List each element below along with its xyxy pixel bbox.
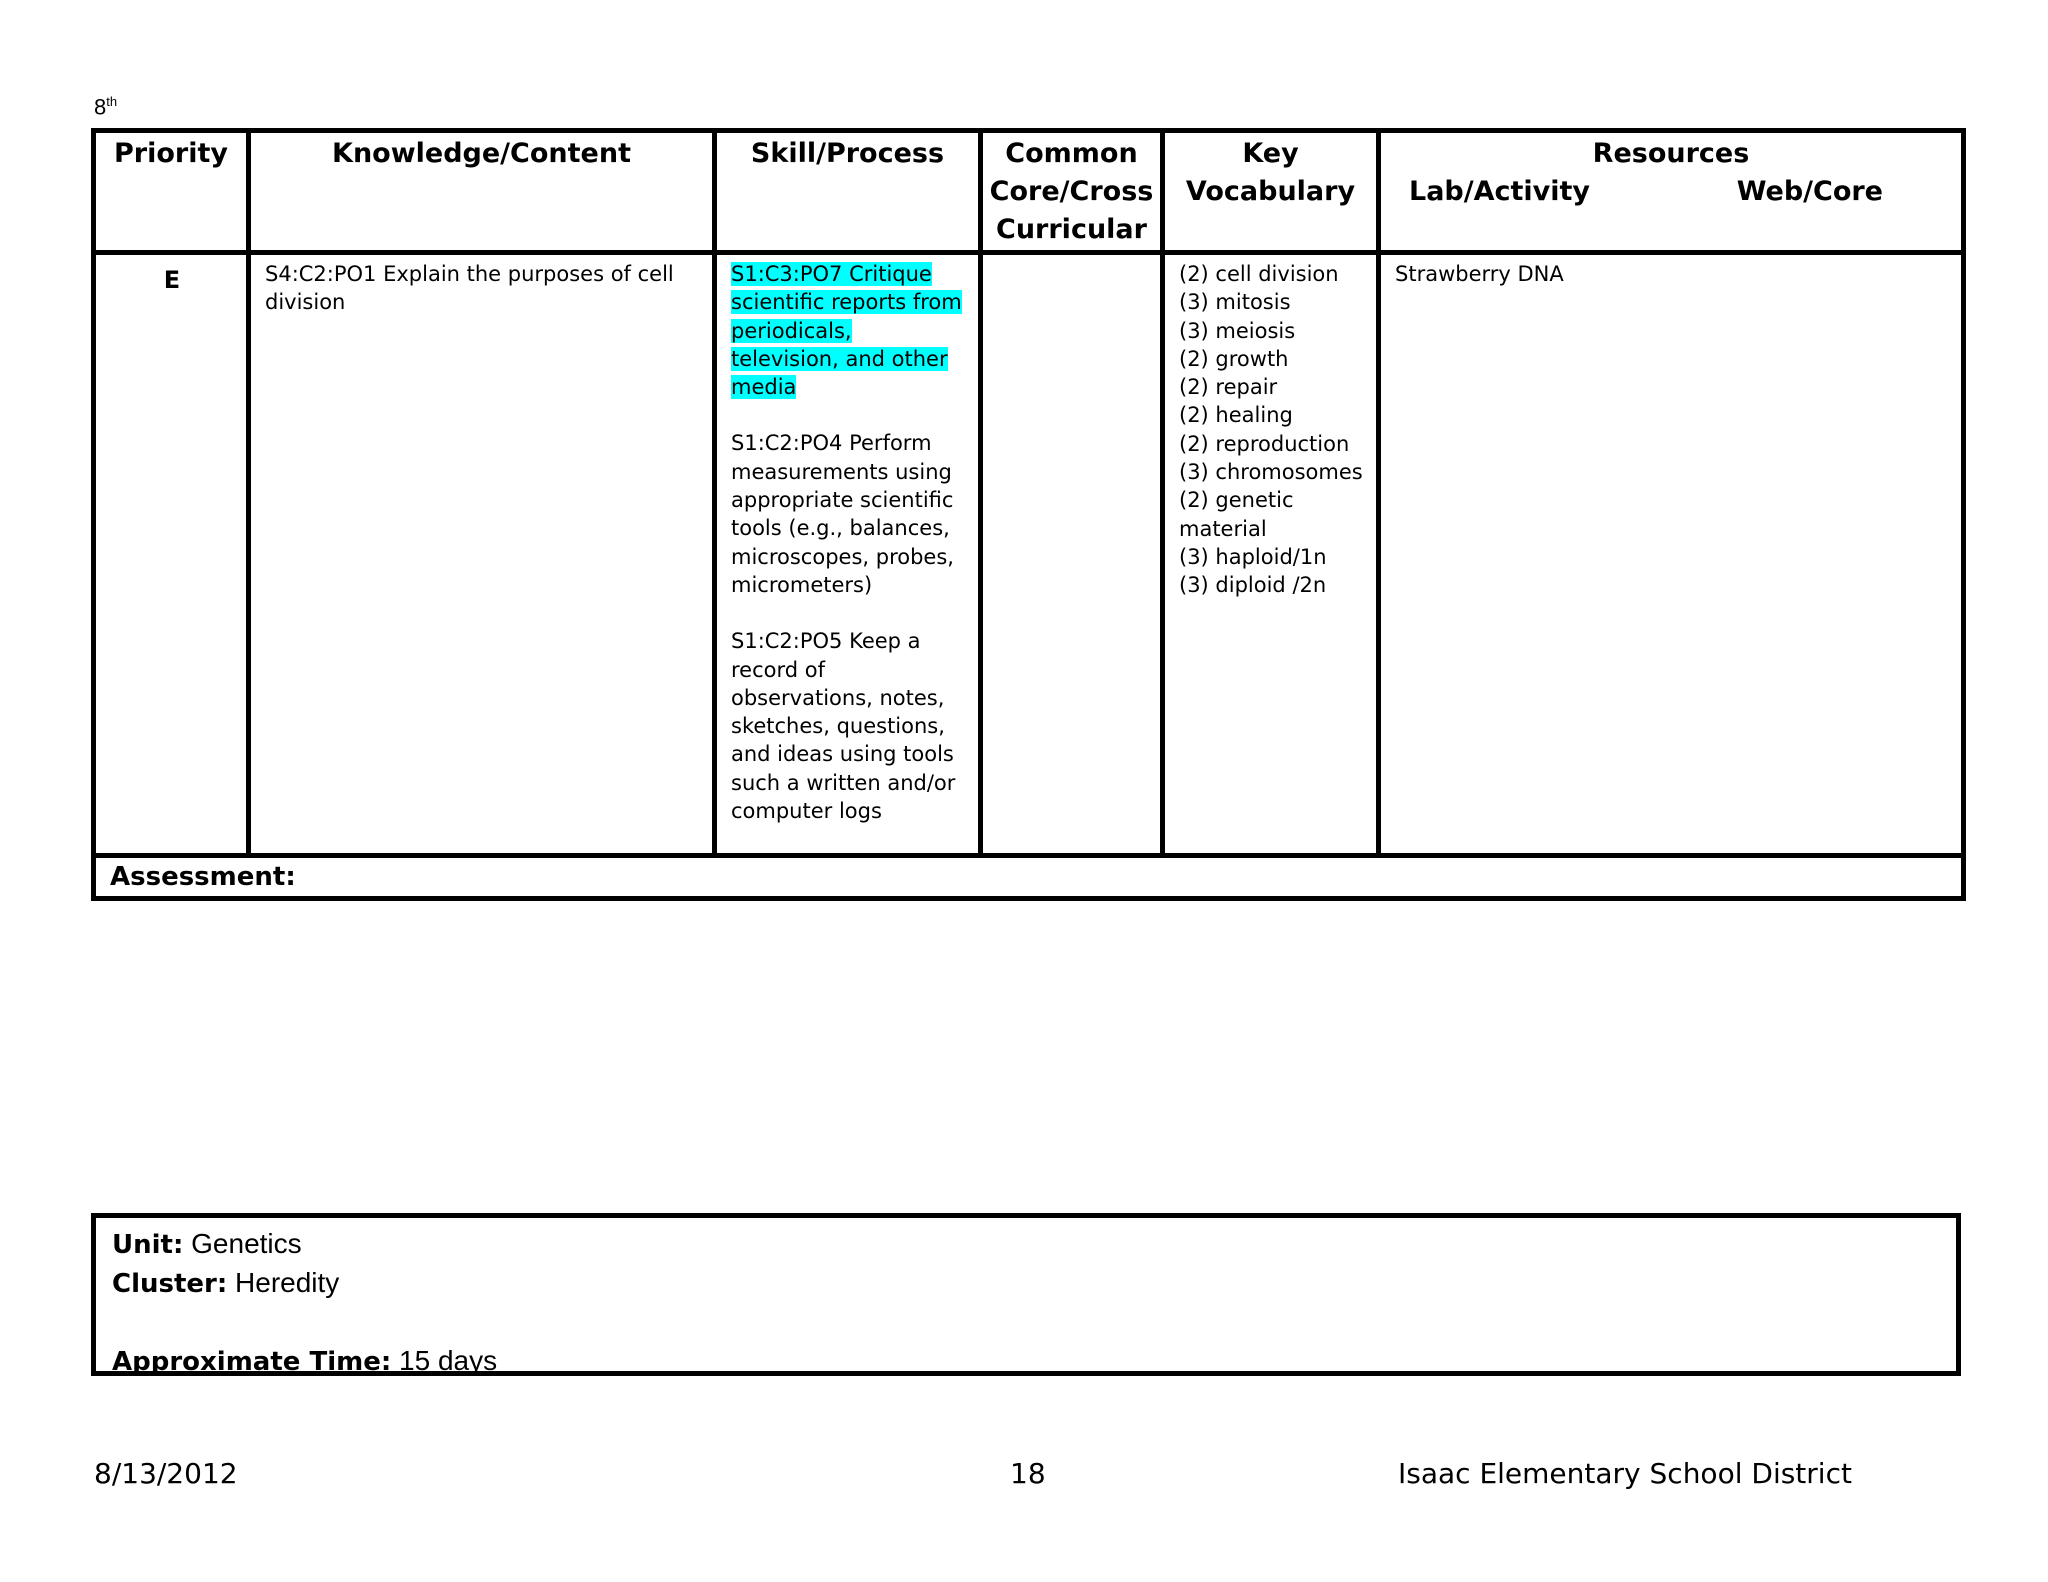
grade-number: 8 bbox=[94, 94, 107, 120]
unit-label: Unit: bbox=[112, 1230, 184, 1260]
header-priority: Priority bbox=[94, 131, 249, 253]
header-common-core bbox=[981, 131, 1163, 253]
cluster-value: Heredity bbox=[235, 1267, 340, 1298]
header-vocabulary-line1: Key bbox=[1242, 138, 1299, 169]
header-vocabulary-line2: Vocabulary bbox=[1185, 176, 1356, 207]
curriculum-table bbox=[91, 128, 1966, 901]
header-web-core: Web/Core bbox=[1736, 176, 1883, 207]
vocabulary-item: (3) chromosomes bbox=[1179, 460, 1363, 485]
header-resources bbox=[1379, 131, 1964, 253]
priority-value: E bbox=[163, 266, 181, 294]
skill-item: S1:C2:PO4 Perform measurements using appropriate scientific tools (e.g., balances, microscopes, probes, micrometers) bbox=[731, 431, 954, 597]
vocabulary-item: (3) diploid /2n bbox=[1179, 573, 1327, 598]
assessment-label: Assessment: bbox=[94, 856, 1964, 899]
header-resources-sub bbox=[1381, 173, 1961, 211]
header-lab-activity: Lab/Activity bbox=[1409, 176, 1591, 207]
content-row bbox=[94, 253, 1964, 856]
priority-cell bbox=[94, 253, 249, 856]
header-skill: Skill/Process bbox=[715, 131, 981, 253]
footer-date: 8/13/2012 bbox=[94, 1457, 238, 1490]
vocabulary-cell bbox=[1163, 253, 1379, 856]
unit-info-box bbox=[91, 1213, 1961, 1376]
vocabulary-item: (3) meiosis bbox=[1179, 318, 1296, 343]
skill-cell bbox=[715, 253, 981, 856]
vocabulary-item: (2) cell division bbox=[1179, 262, 1339, 286]
time-line bbox=[112, 1345, 497, 1377]
skill-item: S1:C2:PO5 Keep a record of observations, notes, sketches, questions, and ideas using tools such a written and/or computer logs bbox=[731, 629, 956, 824]
knowledge-cell bbox=[249, 253, 715, 856]
vocabulary-item: (3) mitosis bbox=[1179, 290, 1291, 315]
time-value: 15 days bbox=[399, 1345, 498, 1376]
cluster-line bbox=[112, 1267, 339, 1299]
resources-cell bbox=[1379, 253, 1964, 856]
footer-page-number: 18 bbox=[1010, 1457, 1046, 1490]
vocabulary-item: (2) genetic material bbox=[1179, 488, 1294, 541]
unit-line bbox=[112, 1228, 302, 1260]
skill-text-highlighted: S1:C3:PO7 Critique scientific reports from periodicals, television, and other media bbox=[731, 262, 962, 400]
vocabulary-item: (3) haploid/1n bbox=[1179, 544, 1327, 569]
grade-level bbox=[94, 94, 117, 120]
lab-activity-text: Strawberry DNA bbox=[1395, 262, 1564, 286]
footer-district: Isaac Elementary School District bbox=[1398, 1457, 1852, 1490]
common-core-cell bbox=[981, 253, 1163, 856]
header-common-core-line3: Curricular bbox=[996, 214, 1147, 245]
skill-item bbox=[731, 260, 966, 401]
vocabulary-item: (2) reproduction bbox=[1179, 431, 1350, 456]
header-common-core-line2: Core/Cross bbox=[989, 176, 1154, 207]
header-knowledge: Knowledge/Content bbox=[249, 131, 715, 253]
header-resources-title: Resources bbox=[1592, 138, 1750, 169]
header-common-core-line1: Common bbox=[1005, 138, 1138, 169]
header-row bbox=[94, 131, 1964, 253]
vocabulary-item: (2) growth bbox=[1179, 346, 1289, 371]
header-vocabulary bbox=[1163, 131, 1379, 253]
vocabulary-item: (2) repair bbox=[1179, 375, 1278, 400]
grade-suffix: th bbox=[106, 94, 118, 109]
vocabulary-item: (2) healing bbox=[1179, 403, 1293, 428]
assessment-row bbox=[94, 856, 1964, 899]
knowledge-text: S4:C2:PO1 Explain the purposes of cell division bbox=[265, 262, 674, 315]
time-label: Approximate Time: bbox=[112, 1347, 392, 1377]
unit-value: Genetics bbox=[191, 1228, 302, 1259]
cluster-label: Cluster: bbox=[112, 1269, 228, 1299]
